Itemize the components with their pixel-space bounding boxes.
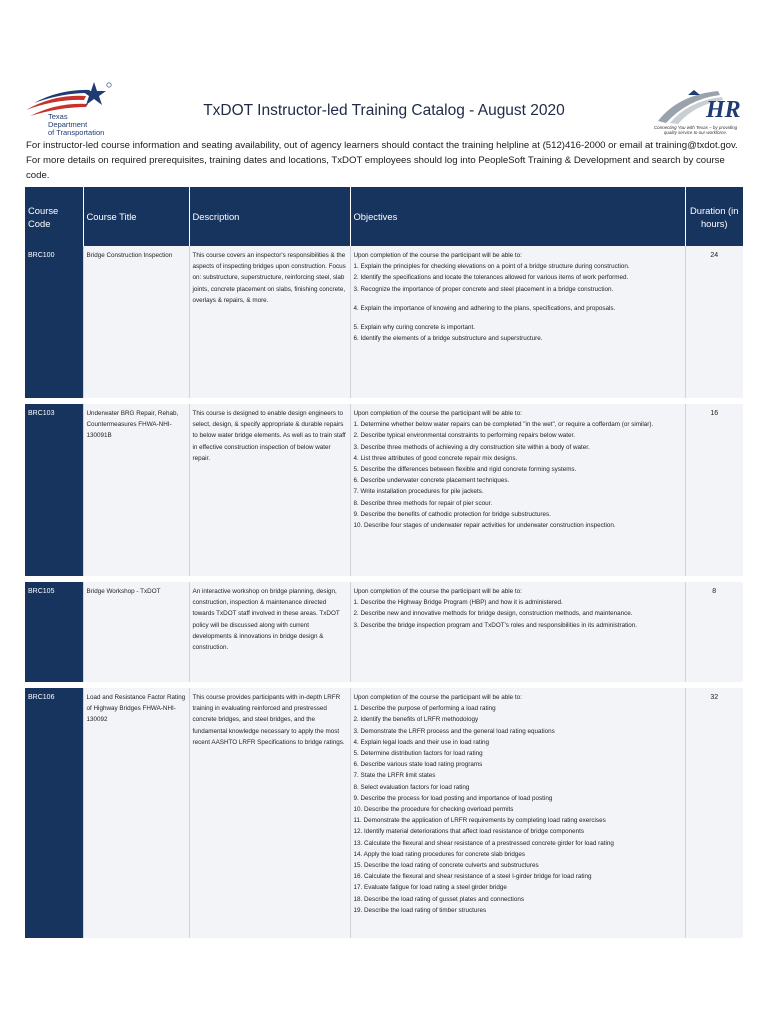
- course-title: Bridge Workshop - TxDOT: [83, 582, 189, 682]
- objective-line: 3. Describe the bridge inspection program and TxDOT's roles and responsibilities in its administration.: [353, 621, 638, 629]
- objective-line: Upon completion of the course the participant will be able to:: [353, 694, 522, 701]
- objective-line: 17. Evaluate fatigue for load rating a steel girder bridge: [353, 884, 507, 892]
- table-row: [25, 582, 743, 682]
- objective-line: 1. Describe the purpose of performing a load rating: [353, 705, 496, 713]
- course-objectives: [350, 404, 685, 576]
- objective-line: 5. Explain why curing concrete is important.: [353, 324, 475, 332]
- objective-line: 10. Describe four stages of underwater repair activities for underwater construction inspection.: [353, 522, 616, 530]
- objective-line: 3. Describe three methods of achieving a dry construction site within a body of water.: [353, 443, 590, 451]
- objective-line: 4. Explain the importance of knowing and adhering to the plans, specifications, and proposals.: [353, 304, 616, 312]
- objective-line: 3. Demonstrate the LRFR process and the general load rating equations: [353, 727, 555, 735]
- objective-line: 8. Describe three methods for repair of pier scour.: [353, 499, 493, 507]
- course-title: Underwater BRG Repair, Rehab, Countermeasures FHWA-NHI-130091B: [83, 404, 189, 576]
- objective-line: 1. Determine whether below water repairs can be completed "in the wet", or require a cofferdam (or similar).: [353, 421, 654, 429]
- objective-line: 5. Describe the differences between flexible and rigid concrete forming systems.: [353, 466, 577, 474]
- course-duration: 24: [685, 246, 743, 398]
- course-duration: 8: [685, 582, 743, 682]
- course-code: BRC100: [25, 246, 83, 398]
- table-body: [25, 246, 743, 938]
- objective-line: 6. Describe various state load rating programs: [353, 761, 483, 769]
- objective-line: 7. Write installation procedures for pile jackets.: [353, 488, 484, 496]
- column-header-duration: Duration (in hours): [685, 187, 743, 246]
- objective-line: 10. Describe the procedure for checking overload permits: [353, 806, 514, 814]
- course-duration: 16: [685, 404, 743, 576]
- objective-line: 7. State the LRFR limit states: [353, 772, 436, 780]
- column-header-title: Course Title: [83, 187, 189, 246]
- course-code: BRC106: [25, 688, 83, 938]
- table-row: [25, 246, 743, 398]
- objective-line: 12. Identify material deteriorations that affect load resistance of bridge components: [353, 828, 585, 836]
- txdot-word: Department: [48, 120, 88, 129]
- intro-paragraph: For instructor-led course information and seating availability, out of agency learners should contact the training helpline at (512)416-2000 or email at training@txdot.gov. For more details on required prerequisites, training dates and locations, TxDOT employees should log into PeopleSoft Training & Development and search by course code.: [26, 140, 738, 181]
- table-row: [25, 688, 743, 938]
- objective-line: 9. Describe the benefits of cathodic protection for bridge substructures.: [353, 510, 551, 518]
- course-objectives: [350, 688, 685, 938]
- objective-line: 14. Apply the load rating procedures for concrete slab bridges: [353, 850, 526, 858]
- table-row: [25, 404, 743, 576]
- objective-line: 19. Describe the load rating of timber structures: [353, 906, 487, 914]
- objective-line: 1. Describe the Highway Bridge Program (HBP) and how it is administered.: [353, 599, 563, 607]
- objective-line: 4. Explain legal loads and their use in load rating: [353, 738, 489, 746]
- course-description: An interactive workshop on bridge planning, design, construction, inspection & maintenance directed towards TxDOT staff involved in these areas. TxDOT policy will be discussed along with current developments & innovations in bridge design & construction.: [189, 582, 350, 682]
- column-header-description: Description: [189, 187, 350, 246]
- objective-line: 8. Select evaluation factors for load rating: [353, 783, 470, 791]
- objective-line: 4. List three attributes of good concrete repair mix designs.: [353, 454, 518, 462]
- objective-line: 2. Identify the specifications and locate the tolerances allowed for various items of work performed.: [353, 274, 629, 282]
- course-description: This course is designed to enable design engineers to select, design, & specify appropriate & durable repairs to below water bridge elements. As well as to train staff in effective construction inspection of below water repair.: [189, 404, 350, 576]
- course-description: This course provides participants with in-depth LRFR training in evaluating reinforced and prestressed concrete bridges, and steel bridges, and the fundamental knowledge necessary to apply the most recent AASHTO LRFR Specifications to bridge ratings.: [189, 688, 350, 938]
- page-header: [0, 0, 768, 140]
- objective-line: Upon completion of the course the participant will be able to:: [353, 410, 522, 417]
- table-header-row: [25, 187, 743, 246]
- objective-line: 2. Describe typical environmental constraints to performing repairs below water.: [353, 432, 576, 440]
- objective-line: 9. Describe the process for load posting and importance of load posting: [353, 794, 553, 802]
- objective-line: 15. Describe the load rating of concrete culverts and substructures: [353, 862, 539, 870]
- course-objectives: [350, 246, 685, 398]
- column-header-code: Course Code: [25, 187, 83, 246]
- hr-logo: [648, 87, 743, 139]
- objective-line: 11. Demonstrate the application of LRFR requirements by completing load rating exercises: [353, 817, 606, 825]
- objective-line: 2. Identify the benefits of LRFR methodology: [353, 716, 479, 724]
- objective-line: 6. Identify the elements of a bridge substructure and superstructure.: [353, 335, 543, 343]
- objective-line: 18. Describe the load rating of gusset plates and connections: [353, 895, 524, 903]
- txdot-word: Texas: [48, 112, 68, 121]
- objective-line: 1. Explain the principles for checking elevations on a point of a bridge structure during construction.: [353, 263, 630, 271]
- course-title: Load and Resistance Factor Rating of Highway Bridges FHWA-NHI-130092: [83, 688, 189, 938]
- course-objectives: [350, 582, 685, 682]
- hr-logo-letters: HR: [706, 97, 741, 123]
- hr-road-logo-icon: [648, 87, 743, 127]
- course-catalog-table: [25, 187, 743, 938]
- objective-line: 16. Calculate the flexural and shear resistance of a steel I-girder bridge for load rating: [353, 873, 592, 881]
- objective-line: 13. Calculate the flexural and shear resistance of a prestressed concrete girder for load rating: [353, 839, 614, 847]
- hr-tagline: Connecting You with Texas – by providing quality service to our workforce.: [653, 125, 738, 135]
- objective-line: 2. Describe new and innovative methods for bridge design, construction methods, and maintenance.: [353, 610, 633, 618]
- course-code: BRC103: [25, 404, 83, 576]
- objective-line: 3. Recognize the importance of proper concrete and steel placement in a bridge construction.: [353, 285, 614, 293]
- column-header-objectives: Objectives: [350, 187, 685, 246]
- objective-line: 6. Describe underwater concrete placement techniques.: [353, 477, 510, 485]
- course-duration: 32: [685, 688, 743, 938]
- course-description: This course covers an inspector's responsibilities & the aspects of inspecting bridges upon construction. Focus on: substructure, superstructure, reinforcing steel, slab joints, concrete placement on slabs, finishing concrete, overlays & repairs, & more.: [189, 246, 350, 398]
- course-title: Bridge Construction Inspection: [83, 246, 189, 398]
- page-title: TxDOT Instructor-led Training Catalog - August 2020: [203, 102, 565, 119]
- objective-line: 5. Determine distribution factors for load rating: [353, 750, 483, 758]
- objective-line: Upon completion of the course the participant will be able to:: [353, 588, 522, 595]
- course-code: BRC105: [25, 582, 83, 682]
- objective-line: Upon completion of the course the participant will be able to:: [353, 252, 522, 259]
- txdot-word: of Transportation: [48, 128, 105, 137]
